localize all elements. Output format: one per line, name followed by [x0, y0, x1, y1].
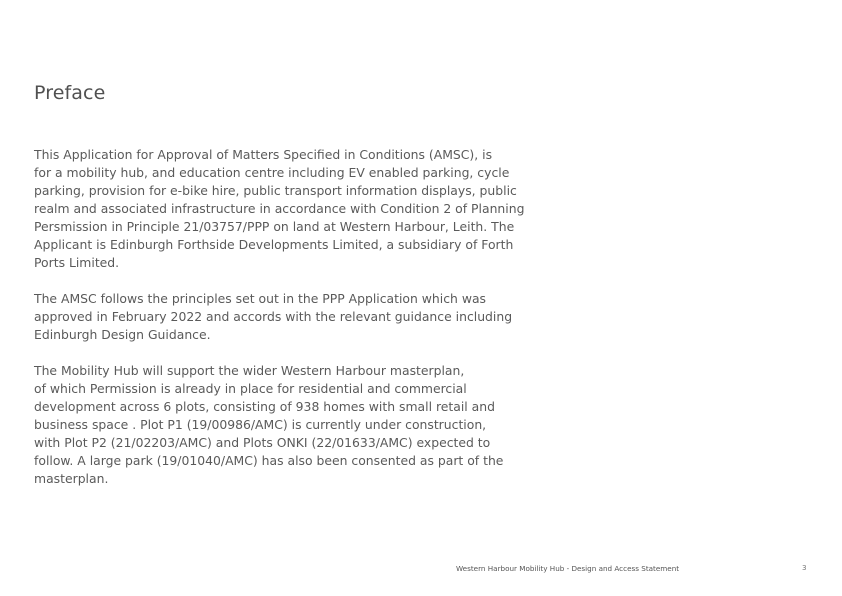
paragraph-amsc-principles: The AMSC follows the principles set out in the PPP Application which was approved in February 2022 and accords with the relevant guidance including Edinburgh Design Guidance.: [34, 291, 513, 342]
paragraph-application: This Application for Approval of Matters Specified in Conditions (AMSC), is for a mobility hub, and education centre including EV enabled parking, cycle parking, provision for e-bike hire, public transport information displays, public realm and associated infrastructure in accordance with Condition 2 of Planning Persmission in Principle 21/03757/PPP on land at Western Harbour, Leith. The Applicant is Edinburgh Forthside Developments Limited, a subsidiary of Forth Ports Limited.: [34, 147, 525, 270]
page-number: 3: [802, 563, 807, 572]
page-title: Preface: [34, 82, 106, 104]
footer-document-title: Western Harbour Mobility Hub - Design and Access Statement: [456, 564, 680, 573]
paragraph-mobility-hub: The Mobility Hub will support the wider Western Harbour masterplan, of which Permission is already in place for residential and commercial development across 6 plots, consisting of 938 homes with small retail and business space . Plot P1 (19/00986/AMC) is currently under construction, with Plot P2 (21/02203/AMC) and Plots ONKI (22/01633/AMC) expected to follow. A large park (19/01040/AMC) has also been consented as part of the masterplan.: [34, 363, 504, 486]
preface-body: [34, 146, 554, 506]
